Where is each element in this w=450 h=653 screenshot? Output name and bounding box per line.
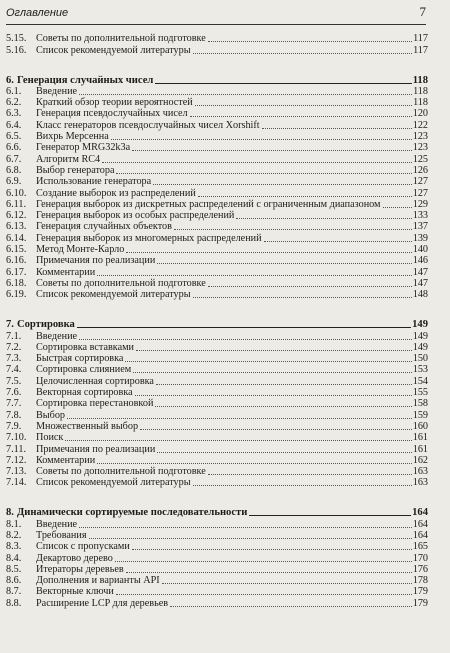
toc-entry-number: 8.1. bbox=[6, 518, 22, 530]
toc-entry bbox=[6, 432, 428, 443]
dot-leader bbox=[208, 286, 412, 287]
toc-entry-number: 7. bbox=[6, 319, 14, 331]
toc-entry-page: 163 bbox=[412, 466, 428, 478]
toc-entry-number: 6.16. bbox=[6, 255, 27, 267]
toc-entry bbox=[6, 564, 428, 575]
toc-entry bbox=[6, 387, 428, 398]
toc-entry bbox=[6, 244, 428, 255]
toc-entry bbox=[6, 330, 428, 341]
toc-entry bbox=[6, 44, 428, 55]
toc-entry-title: Декартово дерево bbox=[36, 552, 113, 564]
dot-leader bbox=[383, 207, 412, 208]
toc-entry-page: 163 bbox=[412, 477, 428, 489]
dot-leader bbox=[170, 606, 412, 607]
toc-entry-page: 126 bbox=[412, 164, 428, 176]
toc-entry-number: 6.6. bbox=[6, 142, 22, 154]
table-of-contents bbox=[6, 33, 428, 609]
toc-entry bbox=[6, 375, 428, 386]
toc-entry-page: 137 bbox=[412, 221, 428, 233]
toc-entry-page: 117 bbox=[413, 44, 428, 56]
toc-entry-page: 179 bbox=[412, 597, 428, 609]
dot-leader bbox=[97, 275, 412, 276]
toc-entry bbox=[6, 342, 428, 353]
dot-leader bbox=[193, 297, 412, 298]
section-gap bbox=[6, 56, 428, 73]
toc-entry-title: Советы по дополнительной подготовке bbox=[36, 33, 206, 45]
dot-leader bbox=[155, 406, 411, 407]
toc-entry-page: 133 bbox=[412, 210, 428, 222]
toc-entry-page: 158 bbox=[412, 398, 428, 410]
dot-leader bbox=[126, 252, 411, 253]
toc-entry-title: Краткий обзор теории вероятностей bbox=[36, 97, 193, 109]
toc-entry-page: 122 bbox=[412, 119, 428, 131]
dot-leader bbox=[249, 515, 411, 516]
dot-leader bbox=[190, 116, 412, 117]
toc-entry-title: Быстрая сортировка bbox=[36, 353, 124, 365]
dot-leader bbox=[97, 463, 412, 464]
toc-entry-page: 127 bbox=[412, 187, 428, 199]
toc-entry-page: 161 bbox=[412, 443, 428, 455]
toc-entry-number: 8.3. bbox=[6, 541, 22, 553]
toc-entry-title: Требования bbox=[36, 529, 87, 541]
toc-entry bbox=[6, 221, 428, 232]
dot-leader bbox=[193, 53, 413, 54]
toc-entry-title: Примечания по реализации bbox=[36, 255, 156, 267]
toc-entry-number: 5.16. bbox=[6, 44, 27, 56]
toc-entry-number: 8.5. bbox=[6, 563, 22, 575]
toc-entry bbox=[6, 398, 428, 409]
toc-entry bbox=[6, 86, 428, 97]
toc-entry-page: 148 bbox=[412, 289, 428, 301]
toc-entry bbox=[6, 142, 428, 153]
dot-leader bbox=[126, 572, 412, 573]
toc-entry-page: 162 bbox=[412, 454, 428, 466]
toc-entry-title: Генерация выборок из дискретных распределений с ограниченным диапазоном bbox=[36, 198, 381, 210]
toc-chapter bbox=[6, 505, 428, 518]
toc-entry-number: 6.13. bbox=[6, 221, 27, 233]
toc-entry bbox=[6, 364, 428, 375]
toc-entry-page: 155 bbox=[412, 387, 428, 399]
toc-entry-number: 6.18. bbox=[6, 277, 27, 289]
toc-entry bbox=[6, 187, 428, 198]
toc-entry bbox=[6, 443, 428, 454]
toc-entry-title: Генерация выборок из особых распределений bbox=[36, 210, 235, 222]
toc-entry-page: 125 bbox=[412, 153, 428, 165]
toc-entry-number: 6.15. bbox=[6, 244, 27, 256]
toc-entry-title: Примечания по реализации bbox=[36, 443, 156, 455]
toc-entry-page: 127 bbox=[412, 176, 428, 188]
toc-entry bbox=[6, 541, 428, 552]
toc-entry-number: 7.7. bbox=[6, 398, 22, 410]
toc-entry bbox=[6, 477, 428, 488]
toc-entry-number: 7.5. bbox=[6, 375, 22, 387]
toc-entry-page: 147 bbox=[412, 277, 428, 289]
dot-leader bbox=[157, 263, 411, 264]
dot-leader bbox=[116, 594, 412, 595]
toc-chapter bbox=[6, 73, 428, 86]
toc-entry-title: Векторные ключи bbox=[36, 586, 114, 598]
toc-entry-title: Введение bbox=[36, 518, 78, 530]
dot-leader bbox=[193, 485, 412, 486]
toc-entry-number: 7.4. bbox=[6, 364, 22, 376]
toc-entry-title: Поиск bbox=[36, 432, 64, 444]
dot-leader bbox=[236, 218, 411, 219]
toc-entry-title: Метод Монте-Карло bbox=[36, 244, 125, 256]
toc-entry-page: 176 bbox=[412, 563, 428, 575]
toc-entry-page: 149 bbox=[412, 341, 428, 353]
dot-leader bbox=[132, 150, 412, 151]
toc-entry-page: 160 bbox=[412, 420, 428, 432]
dot-leader bbox=[79, 94, 412, 95]
dot-leader bbox=[140, 429, 412, 430]
toc-entry-number: 7.13. bbox=[6, 466, 27, 478]
toc-entry bbox=[6, 278, 428, 289]
toc-entry-page: 165 bbox=[412, 541, 428, 553]
toc-entry-title: Генерация случайных объектов bbox=[36, 221, 172, 233]
dot-leader bbox=[162, 583, 412, 584]
section-gap bbox=[6, 300, 428, 317]
page-number: 7 bbox=[419, 4, 426, 19]
dot-leader bbox=[132, 549, 412, 550]
dot-leader bbox=[153, 184, 412, 185]
toc-entry bbox=[6, 119, 428, 130]
toc-entry-title: Выбор bbox=[36, 409, 66, 421]
toc-entry-title: Алгоритм RC4 bbox=[36, 153, 101, 165]
toc-entry-title: Итераторы деревьев bbox=[36, 563, 124, 575]
toc-entry-number: 7.8. bbox=[6, 409, 22, 421]
dot-leader bbox=[174, 229, 412, 230]
dot-leader bbox=[133, 372, 411, 373]
dot-leader bbox=[136, 350, 412, 351]
toc-entry bbox=[6, 176, 428, 187]
dot-leader bbox=[79, 339, 412, 340]
toc-entry-number: 6.5. bbox=[6, 131, 22, 143]
toc-entry-number: 6.14. bbox=[6, 232, 27, 244]
toc-entry-title: Генератор MRG32k3a bbox=[36, 142, 131, 154]
dot-leader bbox=[111, 139, 412, 140]
toc-entry-page: 170 bbox=[412, 552, 428, 564]
toc-entry-page: 164 bbox=[412, 507, 428, 519]
toc-entry-title: Сортировка перестановкой bbox=[36, 398, 154, 410]
toc-entry bbox=[6, 266, 428, 277]
toc-entry-number: 8.8. bbox=[6, 597, 22, 609]
toc-entry bbox=[6, 165, 428, 176]
toc-entry-title: Расширение LCP для деревьев bbox=[36, 597, 169, 609]
dot-leader bbox=[195, 105, 412, 106]
toc-entry-number: 6.7. bbox=[6, 153, 22, 165]
toc-entry-title: Сортировка вставками bbox=[36, 341, 135, 353]
toc-entry-title: Сортировка bbox=[16, 319, 75, 331]
toc-entry-title: Дополнения и варианты API bbox=[36, 575, 160, 587]
toc-entry bbox=[6, 232, 428, 243]
toc-entry-number: 7.12. bbox=[6, 454, 27, 466]
toc-entry-title: Советы по дополнительной подготовке bbox=[36, 466, 206, 478]
toc-entry-number: 7.3. bbox=[6, 353, 22, 365]
toc-entry-title: Динамически сортируемые последовательности bbox=[16, 507, 248, 519]
toc-entry-title: Вихрь Мерсенна bbox=[36, 131, 109, 143]
toc-entry-number: 6.8. bbox=[6, 164, 22, 176]
toc-entry-title: Создание выборок из распределений bbox=[36, 187, 196, 199]
toc-entry-title: Комментарии bbox=[36, 454, 96, 466]
toc-entry bbox=[6, 33, 428, 44]
toc-entry-title: Выбор генератора bbox=[36, 164, 115, 176]
dot-leader bbox=[65, 440, 411, 441]
toc-entry-number: 7.9. bbox=[6, 420, 22, 432]
toc-entry-number: 6.19. bbox=[6, 289, 27, 301]
toc-entry-page: 154 bbox=[412, 375, 428, 387]
toc-entry-number: 6.9. bbox=[6, 176, 22, 188]
toc-entry bbox=[6, 153, 428, 164]
toc-entry-page: 123 bbox=[412, 131, 428, 143]
toc-entry-title: Генерация случайных чисел bbox=[16, 74, 154, 86]
toc-entry bbox=[6, 552, 428, 563]
toc-entry-title: Список с пропусками bbox=[36, 541, 130, 553]
toc-entry-number: 7.2. bbox=[6, 341, 22, 353]
toc-entry bbox=[6, 586, 428, 597]
toc-entry-page: 146 bbox=[412, 255, 428, 267]
toc-entry-page: 150 bbox=[412, 353, 428, 365]
toc-entry-title: Введение bbox=[36, 330, 78, 342]
toc-entry-number: 7.11. bbox=[6, 443, 26, 455]
toc-entry-title: Комментарии bbox=[36, 266, 96, 278]
toc-entry-number: 8.2. bbox=[6, 529, 22, 541]
toc-entry-title: Сортировка слиянием bbox=[36, 364, 132, 376]
toc-entry-number: 8. bbox=[6, 507, 14, 519]
toc-entry-page: 123 bbox=[412, 142, 428, 154]
toc-entry-number: 6.12. bbox=[6, 210, 27, 222]
toc-entry-number: 7.14. bbox=[6, 477, 27, 489]
toc-entry-page: 161 bbox=[412, 432, 428, 444]
toc-entry-number: 5.15. bbox=[6, 33, 27, 45]
toc-entry-number: 6.17. bbox=[6, 266, 27, 278]
toc-entry-page: 178 bbox=[412, 575, 428, 587]
toc-entry-number: 7.6. bbox=[6, 387, 22, 399]
toc-entry bbox=[6, 108, 428, 119]
dot-leader bbox=[208, 474, 412, 475]
toc-entry-title: Список рекомендуемой литературы bbox=[36, 477, 191, 489]
toc-entry-number: 6. bbox=[6, 74, 14, 86]
toc-entry-title: Множественный выбор bbox=[36, 420, 139, 432]
header-title: Оглавление bbox=[6, 7, 69, 19]
toc-entry-number: 6.3. bbox=[6, 108, 22, 120]
toc-entry-title: Введение bbox=[36, 85, 78, 97]
toc-entry bbox=[6, 210, 428, 221]
toc-entry bbox=[6, 353, 428, 364]
toc-entry-page: 179 bbox=[412, 586, 428, 598]
toc-entry-number: 7.10. bbox=[6, 432, 27, 444]
toc-entry-title: Список рекомендуемой литературы bbox=[36, 44, 191, 56]
toc-entry-page: 118 bbox=[412, 74, 428, 86]
toc-entry-number: 6.2. bbox=[6, 97, 22, 109]
toc-entry bbox=[6, 597, 428, 608]
toc-entry-page: 120 bbox=[412, 108, 428, 120]
toc-entry bbox=[6, 289, 428, 300]
toc-entry bbox=[6, 97, 428, 108]
toc-entry-page: 164 bbox=[412, 529, 428, 541]
toc-entry-page: 129 bbox=[412, 198, 428, 210]
toc-entry-number: 6.10. bbox=[6, 187, 27, 199]
toc-entry-title: Генерация псевдослучайных чисел bbox=[36, 108, 188, 120]
toc-entry-number: 6.4. bbox=[6, 119, 22, 131]
dot-leader bbox=[198, 196, 412, 197]
running-header bbox=[6, 4, 426, 25]
toc-entry-number: 7.1. bbox=[6, 330, 22, 342]
toc-entry-number: 8.6. bbox=[6, 575, 22, 587]
toc-entry-number: 6.1. bbox=[6, 85, 22, 97]
toc-entry-page: 147 bbox=[412, 266, 428, 278]
toc-entry-page: 149 bbox=[412, 319, 428, 331]
dot-leader bbox=[208, 41, 412, 42]
toc-entry-title: Список рекомендуемой литературы bbox=[36, 289, 191, 301]
toc-entry bbox=[6, 518, 428, 529]
dot-leader bbox=[102, 162, 412, 163]
toc-entry-title: Использование генератора bbox=[36, 176, 152, 188]
toc-entry-page: 159 bbox=[412, 409, 428, 421]
toc-chapter bbox=[6, 317, 428, 330]
toc-entry bbox=[6, 255, 428, 266]
dot-leader bbox=[89, 538, 412, 539]
dot-leader bbox=[67, 418, 412, 419]
toc-entry-number: 8.4. bbox=[6, 552, 22, 564]
dot-leader bbox=[155, 83, 411, 84]
dot-leader bbox=[262, 128, 412, 129]
toc-entry-page: 118 bbox=[413, 97, 428, 109]
dot-leader bbox=[157, 452, 411, 453]
toc-entry-page: 149 bbox=[412, 330, 428, 342]
toc-entry bbox=[6, 466, 428, 477]
section-gap bbox=[6, 488, 428, 505]
toc-entry bbox=[6, 421, 428, 432]
toc-entry-page: 164 bbox=[412, 518, 428, 530]
dot-leader bbox=[79, 527, 412, 528]
toc-entry-page: 117 bbox=[413, 33, 428, 45]
toc-entry-number: 6.11. bbox=[6, 198, 26, 210]
toc-entry-number: 8.7. bbox=[6, 586, 22, 598]
toc-entry-title: Векторная сортировка bbox=[36, 387, 133, 399]
dot-leader bbox=[264, 241, 412, 242]
toc-entry-title: Целочисленная сортировка bbox=[36, 375, 154, 387]
toc-entry-title: Советы по дополнительной подготовке bbox=[36, 277, 206, 289]
toc-entry bbox=[6, 530, 428, 541]
toc-entry bbox=[6, 455, 428, 466]
toc-entry-page: 153 bbox=[412, 364, 428, 376]
dot-leader bbox=[115, 561, 412, 562]
toc-entry bbox=[6, 409, 428, 420]
toc-entry-page: 140 bbox=[412, 244, 428, 256]
dot-leader bbox=[156, 384, 412, 385]
toc-entry-page: 118 bbox=[413, 85, 428, 97]
toc-entry-title: Генерация выборок из многомерных распределений bbox=[36, 232, 262, 244]
dot-leader bbox=[125, 361, 411, 362]
toc-entry-page: 139 bbox=[412, 232, 428, 244]
toc-entry bbox=[6, 575, 428, 586]
dot-leader bbox=[135, 395, 412, 396]
toc-entry-title: Класс генераторов псевдослучайных чисел Xorshift bbox=[36, 119, 260, 131]
toc-entry bbox=[6, 199, 428, 210]
dot-leader bbox=[77, 327, 411, 328]
dot-leader bbox=[116, 173, 411, 174]
toc-entry bbox=[6, 131, 428, 142]
